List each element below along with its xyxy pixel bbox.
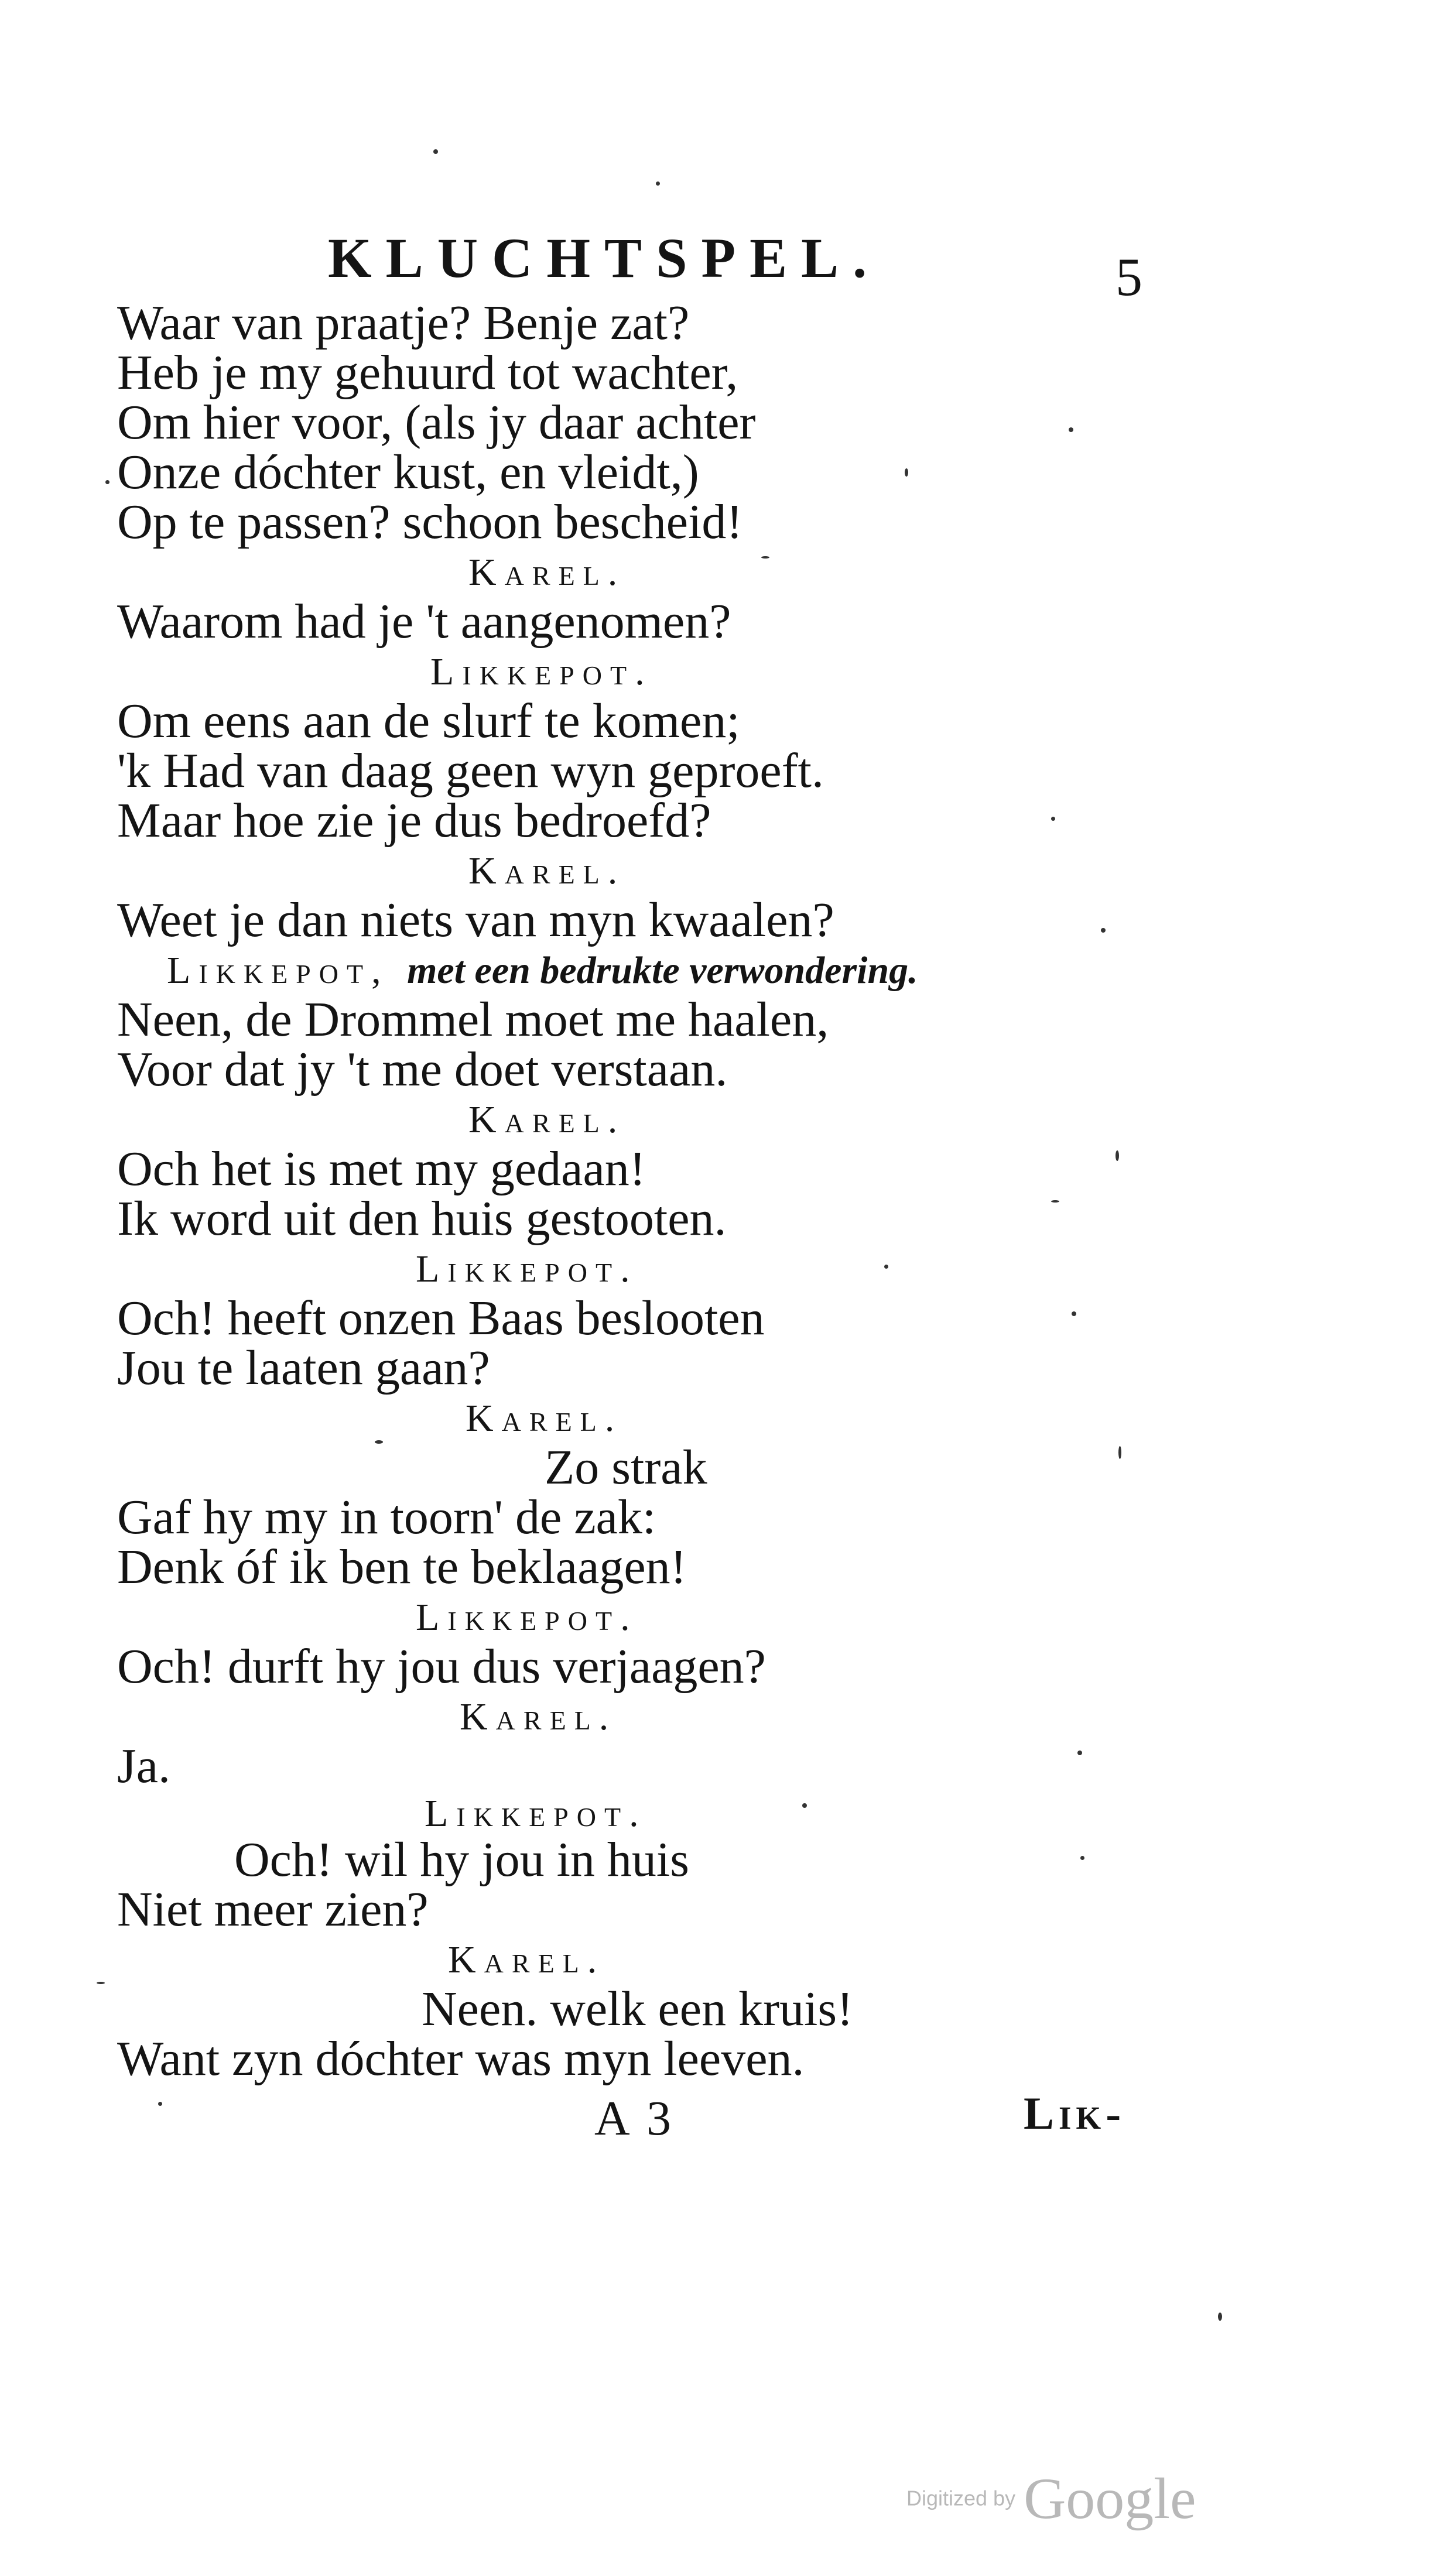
ink-speck [158, 2102, 162, 2106]
watermark-prefix: Digitized by [906, 2486, 1016, 2510]
verse-line: 'k Had van daag geen wyn geproeft. [117, 744, 824, 798]
verse-line: Ja. [117, 1739, 170, 1793]
ink-speck [1101, 928, 1106, 933]
page-number: 5 [1115, 247, 1142, 307]
verse-line: Ik word uit den huis gestooten. [117, 1191, 727, 1246]
ink-speck [1051, 817, 1055, 821]
verse-line: Och! durft hy jou dus verjaagen? [117, 1639, 766, 1694]
verse-line: Want zyn dóchter was myn leeven. [117, 2032, 805, 2086]
verse-line: Voor dat jy 't me doet verstaan. [117, 1042, 728, 1097]
verse-line: Neen. welk een kruis! [422, 1982, 854, 2036]
ink-speck [1218, 2313, 1222, 2321]
verse-line: Gaf hy my in toorn' de zak: [117, 1490, 656, 1544]
stage-direction: met een bedrukte verwondering. [407, 949, 918, 992]
speaker-heading: Karel. [466, 1397, 623, 1440]
speaker-heading: Karel. [460, 1695, 617, 1738]
verse-line: Op te passen? schoon bescheid! [117, 495, 743, 549]
verse-line: Heb je my gehuurd tot wachter, [117, 345, 738, 400]
ink-speck [1072, 1311, 1076, 1316]
verse-line: Och! wil hy jou in huis [234, 1832, 689, 1887]
verse-line: Niet meer zien? [117, 1882, 429, 1937]
ink-speck [905, 468, 908, 477]
verse-line: Waar van praatje? Benje zat? [117, 296, 690, 350]
ink-speck [1115, 1150, 1119, 1161]
ink-speck [884, 1265, 888, 1269]
running-title: KLUCHTSPEL. [328, 227, 881, 289]
verse-line: Waarom had je 't aangenomen? [117, 594, 731, 649]
ink-speck [97, 1982, 105, 1984]
verse-line: Denk óf ik ben te beklaagen! [117, 1540, 687, 1594]
ink-speck [105, 480, 110, 484]
ink-speck [802, 1803, 807, 1808]
speaker-heading: Karel. [468, 849, 626, 892]
ink-speck [1080, 1856, 1084, 1860]
verse-line: Maar hoe zie je dus bedroefd? [117, 793, 711, 848]
speaker-heading-with-direction [167, 951, 918, 990]
verse-line: Om eens aan de slurf te komen; [117, 694, 740, 748]
speaker-heading: Likkepot. [416, 1596, 638, 1639]
signature-mark: A 3 [594, 2091, 675, 2146]
ink-speck [761, 556, 769, 559]
digitized-watermark [906, 2465, 1196, 2532]
verse-line: Och! heeft onzen Baas beslooten [117, 1291, 765, 1345]
verse-line: Jou te laaten gaan? [117, 1341, 490, 1395]
speaker-heading: Karel. [468, 551, 626, 594]
speaker-heading: Karel. [468, 1098, 626, 1141]
verse-line: Neen, de Drommel moet me haalen, [117, 992, 829, 1047]
google-logo: Google [1024, 2466, 1196, 2531]
speaker-name: Likkepot, [167, 949, 389, 992]
ink-speck [1051, 1200, 1059, 1203]
verse-line: Onze dóchter kust, en vleidt,) [117, 445, 699, 499]
verse-line: Om hier voor, (als jy daar achter [117, 395, 756, 450]
ink-speck [375, 1440, 383, 1444]
speaker-heading: Likkepot. [416, 1248, 638, 1290]
ink-speck [1118, 1446, 1121, 1459]
ink-speck [1077, 1751, 1082, 1755]
ink-speck [1069, 427, 1073, 432]
ink-speck [656, 181, 660, 186]
verse-line: Zo strak [545, 1440, 707, 1495]
ink-speck [433, 149, 438, 154]
speaker-heading: Likkepot. [430, 650, 653, 693]
speaker-heading: Likkepot. [425, 1792, 647, 1835]
speaker-heading: Karel. [448, 1938, 605, 1981]
verse-line: Och het is met my gedaan! [117, 1142, 646, 1196]
catchword: Lik- [1024, 2088, 1126, 2139]
verse-line: Weet je dan niets van myn kwaalen? [117, 893, 834, 947]
